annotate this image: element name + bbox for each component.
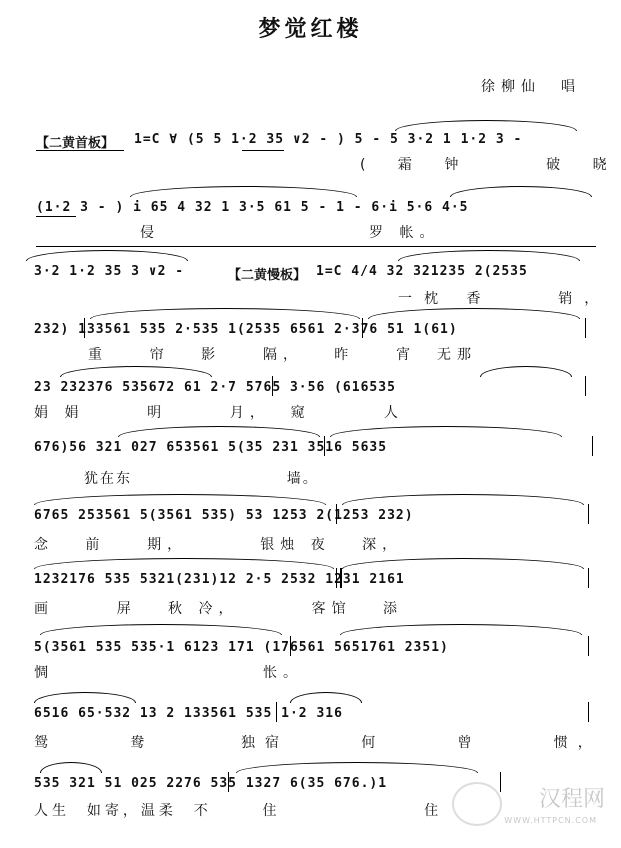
lyrics-line-3: 一枕 香 销， [398, 291, 611, 307]
slur [26, 250, 188, 261]
notation-line-10: 6516 65·532 13 2 133561 535 1·2 316 [34, 706, 343, 721]
slur [480, 366, 572, 377]
barline [324, 436, 325, 456]
lyrics-line-4: 重 帘 影 隔， 昨 宵 无那 [88, 347, 478, 363]
section-tag-erhuang-shouban: 【二黄首板】 [36, 136, 115, 151]
section-tag-erhuang-manban: 【二黄慢板】 [228, 268, 307, 283]
slur [342, 558, 584, 569]
slur [236, 762, 478, 773]
barline [585, 318, 586, 338]
barline [84, 318, 85, 338]
barline [588, 504, 589, 524]
barline [588, 568, 589, 588]
slur [450, 186, 592, 197]
beam [242, 150, 284, 151]
slur [34, 558, 334, 569]
notation-line-5: 23 232376 535672 61 2·7 5765 3·56 (616535 [34, 380, 396, 395]
slur [130, 186, 357, 197]
lyrics-line-7: 念 前 期， 银烛 夜 深， [34, 537, 403, 553]
beam [36, 216, 76, 217]
lyrics-line-11: 人生 如寄，温柔 不 住 住 [34, 803, 443, 819]
slur [40, 762, 102, 773]
notation-line-8: 1232176 535 5321(231)12 2·5 2532 1231 2161 [34, 572, 405, 587]
barline [362, 318, 363, 338]
barline [276, 702, 277, 722]
barline [588, 636, 589, 656]
watermark-text: 汉程网 [538, 787, 605, 812]
notation-line-3: 3·2 1·2 35 3 ∨2 - [34, 264, 185, 279]
lyrics-line-1: ( 霜 钟 破 晓 [360, 157, 621, 173]
underline [36, 150, 124, 151]
slur [398, 250, 580, 261]
watermark-url: WWW.HTTPCN.COM [504, 816, 597, 825]
slur [34, 692, 136, 703]
notation-line-7: 6765 253561 5(3561 535) 53 1253 2(1253 232) [34, 508, 414, 523]
slur [368, 308, 580, 319]
notation-line-6: 676)56 321 027 653561 5(35 231 3516 5635 [34, 440, 388, 455]
slur [60, 366, 212, 377]
notation-line-1: 1=C ∀ (5 5 1·2 35 ∨2 - ) 5 - 5 3·2 1 1·2 3 - [134, 132, 523, 147]
barline [585, 376, 586, 396]
barline [290, 636, 291, 656]
notation-line-11: 535 321 51 025 2276 535 1327 6(35 676.)1 [34, 776, 388, 791]
slur [290, 692, 362, 703]
lyrics-line-9: 惆 怅。 [34, 665, 304, 681]
lyrics-line-2: 侵 罗 帐。 [140, 225, 440, 241]
lyrics-line-10: 鸳 鸯 独宿 何 曾 惯， [34, 735, 602, 751]
performer-credit: 徐柳仙 唱 [481, 79, 581, 95]
barline [592, 436, 593, 456]
slur [40, 624, 282, 635]
phrase-line [36, 246, 596, 247]
slur [342, 494, 584, 505]
barline [336, 504, 337, 524]
lyrics-line-8: 画 屏 秋 冷， 客馆 添 [34, 601, 404, 617]
barline [500, 772, 501, 792]
lyrics-line-5: 娟 娟 明 月， 窥 人 [34, 405, 404, 421]
barline [228, 772, 229, 792]
barline [588, 702, 589, 722]
notation-line-2: (1·2 3 - ) i 65 4 32 1 3·5 61 5 - 1 - 6·i 5·6 4·5 [36, 200, 469, 215]
slur [330, 426, 562, 437]
slur [90, 308, 360, 319]
lyrics-line-6: 犹在东 墙。 [84, 471, 319, 487]
slur [395, 120, 577, 131]
slur [340, 624, 582, 635]
notation-line-3b: 1=C 4/4 32 321235 2(2535 [316, 264, 528, 279]
barline [272, 376, 273, 396]
watermark-logo-icon [452, 782, 502, 826]
barline [336, 568, 342, 588]
notation-line-4: 232) 133561 535 2·535 1(2535 6561 2·376 51 1(61) [34, 322, 458, 337]
page-title: 梦觉红楼 [258, 16, 363, 42]
notation-line-9: 5(3561 535 535·1 6123 171 (176561 5651761 2351) [34, 640, 449, 655]
slur [118, 426, 320, 437]
slur [34, 494, 326, 505]
